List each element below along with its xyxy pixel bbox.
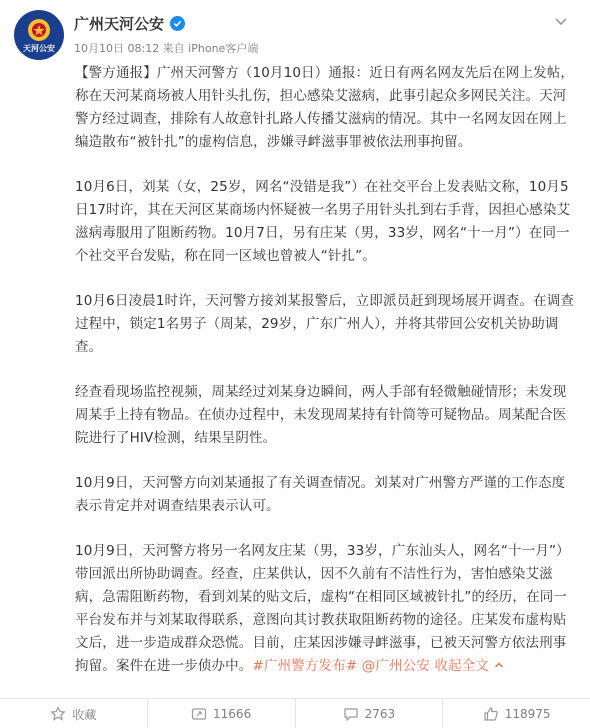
- favorite-button[interactable]: [0, 699, 148, 728]
- post-paragraph-2: 10月6日，刘某（女，25岁，网名“没错是我”）在社交平台上发表贴文称，10月5日17时许，其在天河区某商场内怀疑被一名男子用针头扎到右手背，因担心感染艾滋病毒服用了阻断药物。10月7日，另有庄某（男，33岁，网名“十一月”）在同一个社交平台发贴，称在同一区域也曾被人“针扎”。: [75, 179, 571, 264]
- repost-count: 11666: [213, 707, 252, 721]
- post-meta: 10月10日 08:12 来自 iPhone客户端: [74, 42, 259, 55]
- collapse-link[interactable]: 收起全文: [434, 658, 490, 674]
- avatar-label: 天河公安: [23, 44, 55, 53]
- chevron-up-icon[interactable]: [494, 660, 504, 670]
- post-paragraph-4: 经查看现场监控视频，周某经过刘某身边瞬间，两人手部有轻微触碰情形；未发现周某手上持有物品。在侦办过程中，未发现周某持有针筒等可疑物品。周某配合医院进行了HIV检测，结果呈阴性。: [75, 384, 567, 446]
- post-paragraph-3: 10月6日凌晨1时许，天河警方接刘某报警后，立即派员赶到现场展开调查。在调查过程中，锁定1名男子（周某，29岁，广东广州人），并将其带回公安机关协助调查。: [75, 293, 575, 355]
- like-button[interactable]: [443, 699, 590, 728]
- comment-button[interactable]: [296, 699, 444, 728]
- comment-icon: [343, 706, 359, 722]
- mention-link[interactable]: @广州公安: [361, 658, 430, 674]
- name-row: [74, 12, 185, 34]
- comment-count: 2763: [364, 707, 396, 721]
- repost-icon: [191, 706, 207, 722]
- verified-badge-icon: [170, 16, 185, 31]
- repost-button[interactable]: [148, 699, 296, 728]
- hashtag-link[interactable]: #广州警方发布#: [252, 658, 358, 674]
- post-body: [75, 62, 577, 678]
- post-paragraph-6: [75, 540, 577, 678]
- thumbs-up-icon: [483, 706, 499, 722]
- chevron-down-icon[interactable]: [552, 12, 570, 30]
- post-paragraph-6-text: 10月9日，天河警方将另一名网友庄某（男，33岁，广东汕头人，网名“十一月”）带回派出所协助调查。经查，庄某供认，因不久前有不洁性行为，害怕感染艾滋病，急需阻断药物，看到刘某的贴文后，虚构“在相同区域被针扎”的经历，在同一平台发布并与刘某取得联系，意图向其讨教获取阻断药物的途径。庄某发布虚构贴文后，进一步造成群众恐慌。目前，庄某因涉嫌寻衅滋事，已被天河警方依法刑事拘留。案件在进一步侦办中。: [75, 543, 570, 674]
- star-icon: [50, 706, 66, 722]
- post-header: [14, 8, 574, 62]
- post-paragraph-1: 【警方通报】广州天河警方（10月10日）通报：近日有两名网友先后在网上发帖，称在天河某商场被人用针头扎伤，担心感染艾滋病，此事引起众多网民关注。天河警方经过调查，排除有人故意针扎路人传播艾滋病的情况。其中一名网友因在网上编造散布“被针扎”的虚构信息，涉嫌寻衅滋事罪被依法刑事拘留。: [75, 65, 575, 150]
- avatar[interactable]: [14, 10, 64, 60]
- favorite-label: 收藏: [72, 707, 97, 722]
- like-count: 118975: [504, 707, 551, 721]
- action-bar: [0, 698, 590, 728]
- user-name[interactable]: 广州天河公安: [74, 14, 165, 33]
- post-paragraph-5: 10月9日，天河警方向刘某通报了有关调查情况。刘某对广州警方严谨的工作态度表示肯定并对调查结果表示认可。: [75, 475, 566, 514]
